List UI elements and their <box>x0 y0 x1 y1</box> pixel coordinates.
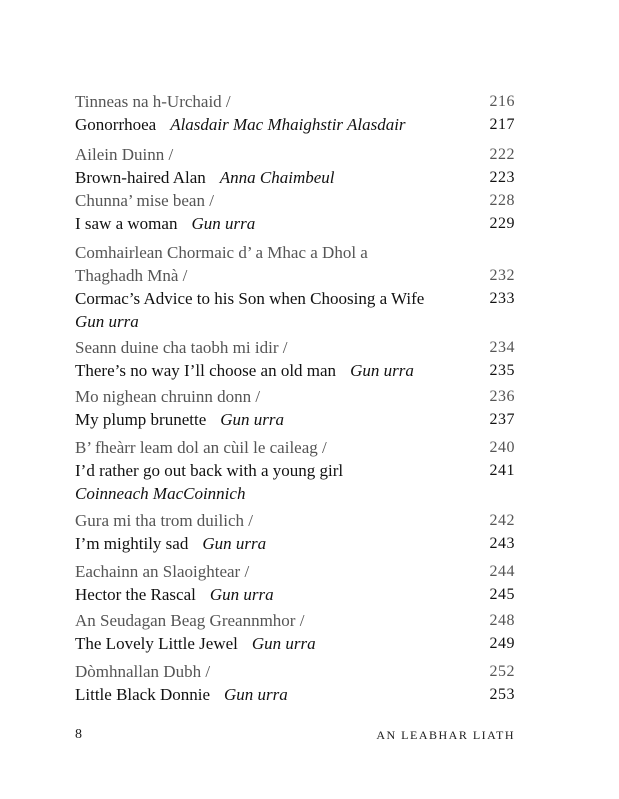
running-head: AN LEABHAR LIATH <box>376 728 515 742</box>
gaelic-title: An Seudagan Beag Greannmhor / <box>75 611 305 630</box>
gaelic-title: Chunna’ mise bean / <box>75 191 214 210</box>
english-title-row <box>75 408 515 431</box>
english-page-number: 243 <box>489 535 515 552</box>
toc-entry <box>75 385 515 431</box>
gaelic-page-number: 248 <box>489 612 515 629</box>
english-title-row <box>75 287 515 310</box>
english-page-number: 245 <box>489 586 515 603</box>
gaelic-page-number: 252 <box>489 663 515 680</box>
english-title-row <box>75 632 515 655</box>
english-title: The Lovely Little Jewel <box>75 634 238 653</box>
toc-entry <box>75 241 515 333</box>
gaelic-title: Gura mi tha trom duilich / <box>75 511 253 530</box>
gaelic-title: Eachainn an Slaoightear / <box>75 562 250 581</box>
gaelic-title-row <box>75 241 515 264</box>
gaelic-title-row <box>75 385 515 408</box>
gaelic-title-row <box>75 560 515 583</box>
gaelic-title: Ailein Duinn / <box>75 145 174 164</box>
english-title-row <box>75 459 515 482</box>
english-title: I’m mightily sad <box>75 534 189 553</box>
english-page-number: 253 <box>489 686 515 703</box>
gaelic-title-row <box>75 264 515 287</box>
toc-entry <box>75 436 515 505</box>
gaelic-title-row <box>75 90 515 113</box>
english-title: I saw a woman <box>75 214 178 233</box>
english-page-number: 217 <box>489 116 515 133</box>
author-name: Gun urra <box>202 534 267 553</box>
english-title: I’d rather go out back with a young girl <box>75 461 344 480</box>
gaelic-title: Seann duine cha taobh mi idir / <box>75 338 288 357</box>
gaelic-title-row <box>75 609 515 632</box>
english-title: Hector the Rascal <box>75 585 196 604</box>
gaelic-title: B’ fheàrr leam dol an cùil le caileag / <box>75 438 327 457</box>
toc-entry <box>75 660 515 706</box>
english-page-number: 249 <box>489 635 515 652</box>
toc-entry <box>75 609 515 655</box>
author-row <box>75 482 515 505</box>
toc-entry <box>75 189 515 235</box>
author-name: Gun urra <box>191 214 256 233</box>
english-title: Gonorrhoea <box>75 115 157 134</box>
gaelic-page-number: 242 <box>489 512 515 529</box>
author-name: Coinneach MacCoinnich <box>75 484 246 503</box>
english-title: Little Black Donnie <box>75 685 211 704</box>
english-title-row <box>75 113 515 136</box>
gaelic-page-number: 232 <box>489 267 515 284</box>
english-page-number: 223 <box>489 169 515 186</box>
gaelic-title-row <box>75 509 515 532</box>
toc-entry <box>75 560 515 606</box>
english-title-row <box>75 166 515 189</box>
page-number: 8 <box>75 727 82 742</box>
gaelic-title: Thaghadh Mnà / <box>75 266 188 285</box>
author-name: Gun urra <box>75 312 139 331</box>
gaelic-page-number: 222 <box>489 146 515 163</box>
english-title: My plump brunette <box>75 410 207 429</box>
gaelic-title-row <box>75 436 515 459</box>
author-name: Gun urra <box>220 410 285 429</box>
english-title-row <box>75 583 515 606</box>
english-title: There’s no way I’ll choose an old man <box>75 361 337 380</box>
english-title: Cormac’s Advice to his Son when Choosing a Wife <box>75 289 425 308</box>
english-title: Brown-haired Alan <box>75 168 206 187</box>
gaelic-title: Mo nighean chruinn donn / <box>75 387 261 406</box>
english-page-number: 229 <box>489 215 515 232</box>
gaelic-title-line1: Comhairlean Chormaic d’ a Mhac a Dhol a <box>75 243 368 262</box>
author-name: Gun urra <box>224 685 288 704</box>
english-page-number: 241 <box>489 462 515 479</box>
gaelic-page-number: 240 <box>489 439 515 456</box>
toc-entry <box>75 336 515 382</box>
english-title-row <box>75 683 515 706</box>
english-page-number: 233 <box>489 290 515 307</box>
english-title-row <box>75 359 515 382</box>
gaelic-title-row <box>75 660 515 683</box>
gaelic-page-number: 228 <box>489 192 515 209</box>
english-page-number: 237 <box>489 411 515 428</box>
english-page-number: 235 <box>489 362 515 379</box>
gaelic-title-row <box>75 189 515 212</box>
gaelic-page-number: 216 <box>489 93 515 110</box>
author-name: Gun urra <box>251 634 316 653</box>
author-name: Anna Chaimbeul <box>219 168 335 187</box>
page-footer <box>75 727 515 747</box>
author-row <box>75 310 515 333</box>
english-title-row <box>75 532 515 555</box>
english-title-row <box>75 212 515 235</box>
toc-entry <box>75 90 515 136</box>
author-name: Gun urra <box>350 361 414 380</box>
toc-entry <box>75 509 515 555</box>
toc-entry <box>75 143 515 189</box>
gaelic-page-number: 234 <box>489 339 515 356</box>
gaelic-title-row <box>75 336 515 359</box>
author-name: Gun urra <box>209 585 274 604</box>
gaelic-title: Tinneas na h-Urchaid / <box>75 92 231 111</box>
gaelic-title: Dòmhnallan Dubh / <box>75 662 211 681</box>
author-name: Alasdair Mac Mhaighstir Alasdair <box>170 115 406 134</box>
gaelic-page-number: 244 <box>489 563 515 580</box>
gaelic-page-number: 236 <box>489 388 515 405</box>
gaelic-title-row <box>75 143 515 166</box>
